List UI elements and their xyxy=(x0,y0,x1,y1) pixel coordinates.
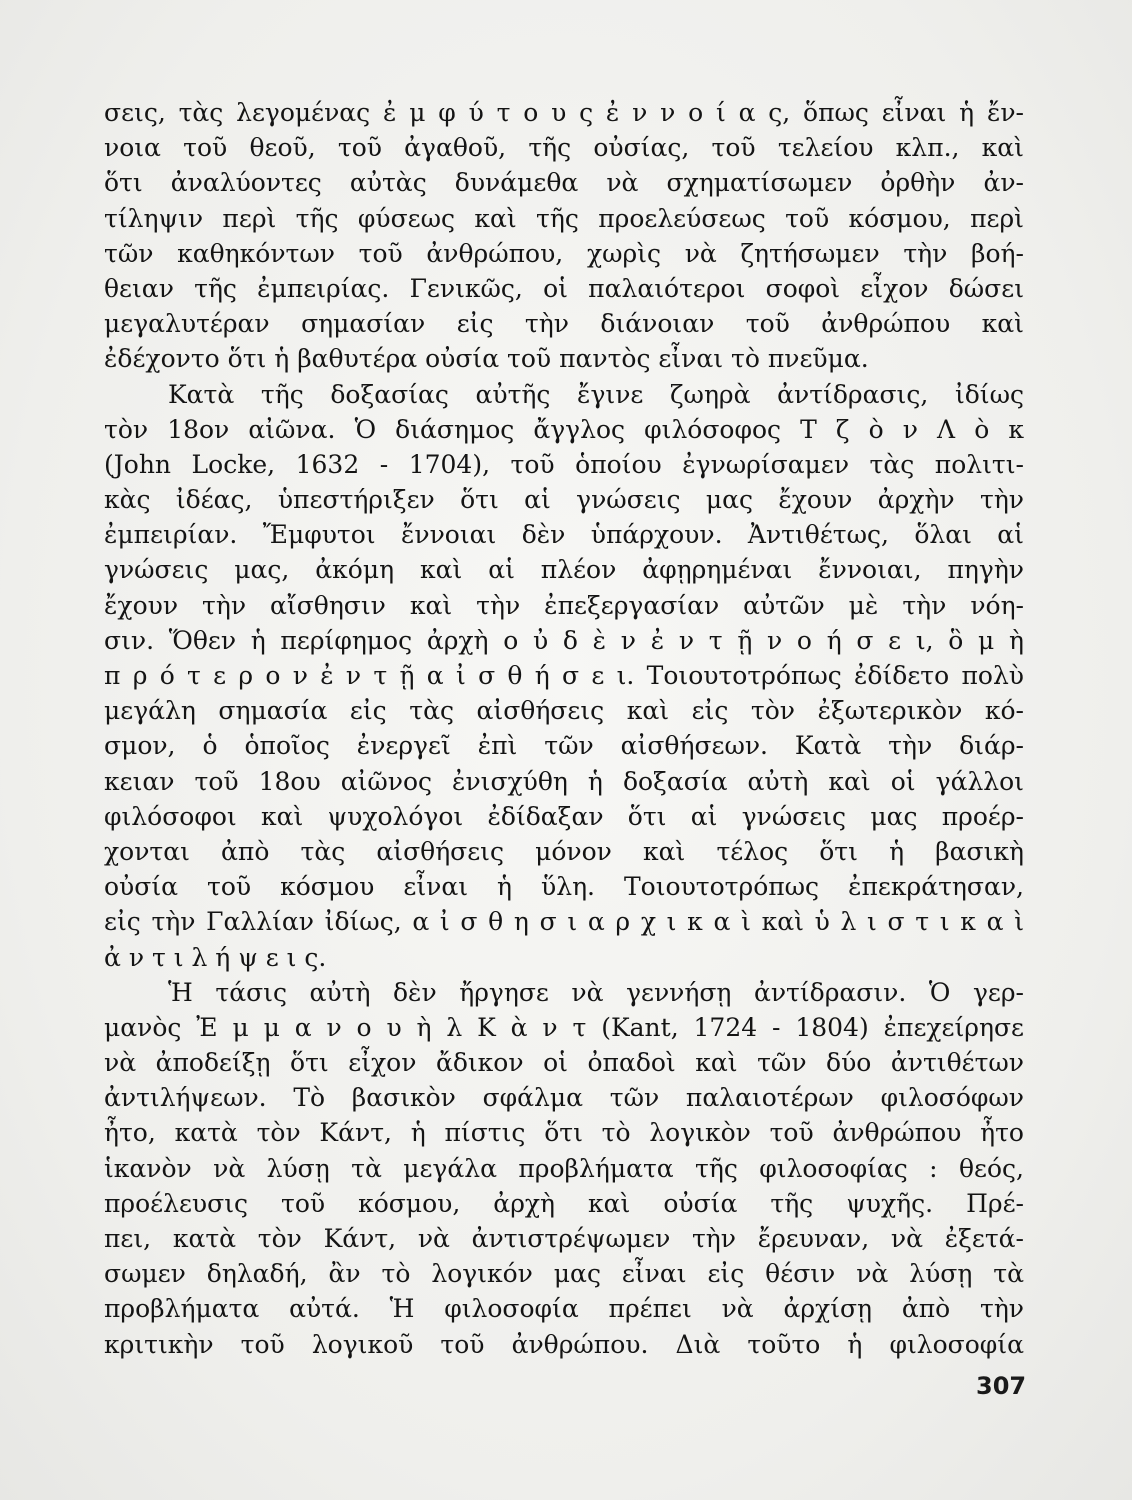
text-line: προέλευσις τοῦ κόσμου, ἀρχὴ καὶ οὐσία τῆς ψυχῆς. Πρέ- xyxy=(104,1188,1024,1218)
text-line: πει, κατὰ τὸν Κάντ, νὰ ἀντιστρέψωμεν τὴν ἔρευναν, νὰ ἐξετά- xyxy=(104,1224,1024,1253)
text-line: σωμεν δηλαδή, ἂν τὸ λογικόν μας εἶναι εἰς θέσιν νὰ λύσῃ τὰ xyxy=(104,1259,1024,1289)
text-line: φιλόσοφοι καὶ ψυχολόγοι ἐδίδαξαν ὅτι αἱ γνώσεις μας προέρ- xyxy=(104,801,1024,831)
paragraph-start-line: Ἡ τάσις αὐτὴ δὲν ἤργησε νὰ γεννήσῃ ἀντίδρασιν. Ὁ γερ- xyxy=(168,977,1024,1007)
text-line: τίληψιν περὶ τῆς φύσεως καὶ τῆς προελεύσεως τοῦ κόσμου, περὶ xyxy=(104,203,1024,233)
text-line: εἰς τὴν Γαλλίαν ἰδίως, α ἰ σ θ η σ ι α ρ χ ι κ α ὶ καὶ ὑ λ ι σ τ ι κ α ὶ xyxy=(104,907,1024,937)
text-line: γνώσεις μας, ἀκόμη καὶ αἱ πλέον ἀφῃρημέναι ἔννοιαι, πηγὴν xyxy=(104,555,1024,585)
text-line: ἐδέχοντο ὅτι ἡ βαθυτέρα οὐσία τοῦ παντὸς εἶναι τὸ πνεῦμα. xyxy=(104,344,869,374)
text-line: χονται ἀπὸ τὰς αἰσθήσεις μόνον καὶ τέλος ὅτι ἡ βασικὴ xyxy=(104,836,1024,866)
text-line: μεγάλη σημασία εἰς τὰς αἰσθήσεις καὶ εἰς τὸν ἐξωτερικὸν κό- xyxy=(104,696,1024,726)
text-line: ὅτι ἀναλύοντες αὐτὰς δυνάμεθα νὰ σχηματίσωμεν ὀρθὴν ἀν- xyxy=(104,168,1024,198)
text-line: ἀντιλήψεων. Τὸ βασικὸν σφάλμα τῶν παλαιοτέρων φιλοσόφων xyxy=(104,1083,1024,1113)
text-line: μεγαλυτέραν σημασίαν εἰς τὴν διάνοιαν τοῦ ἀνθρώπου καὶ xyxy=(104,309,1024,339)
text-line: θειαν τῆς ἐμπειρίας. Γενικῶς, οἱ παλαιότεροι σοφοὶ εἶχον δώσει xyxy=(104,273,1024,303)
text-line: π ρ ό τ ε ρ ο ν ἐ ν τ ῇ α ἰ σ θ ή σ ε ι. Τοιουτοτρόπως ἐδίδετο πολὺ xyxy=(104,661,1024,690)
text-line: νοια τοῦ θεοῦ, τοῦ ἀγαθοῦ, τῆς οὐσίας, τοῦ τελείου κλπ., καὶ xyxy=(104,133,1024,163)
text-line: σεις, τὰς λεγομένας ἐ μ φ ύ τ ο υ ς ἐ ν ν ο ί α ς, ὅπως εἶναι ἡ ἔν- xyxy=(104,98,1024,127)
text-line: σιν. Ὅθεν ἡ περίφημος ἀρχὴ ο ὐ δ ὲ ν ἐ ν τ ῇ ν ο ή σ ε ι, ὃ μ ὴ xyxy=(104,625,1024,655)
text-line: σμον, ὁ ὁποῖος ἐνεργεῖ ἐπὶ τῶν αἰσθήσεων. Κατὰ τὴν διάρ- xyxy=(104,731,1024,761)
text-line: ἱκανὸν νὰ λύσῃ τὰ μεγάλα προβλήματα τῆς φιλοσοφίας : θεός, xyxy=(104,1153,1024,1183)
text-line: προβλήματα αὐτά. Ἡ φιλοσοφία πρέπει νὰ ἀρχίσῃ ἀπὸ τὴν xyxy=(104,1294,1024,1324)
text-line: κριτικὴν τοῦ λογικοῦ τοῦ ἀνθρώπου. Διὰ τοῦτο ἡ φιλοσοφία xyxy=(104,1329,1024,1359)
text-line: (John Locke, 1632 - 1704), τοῦ ὁποίου ἐγνωρίσαμεν τὰς πολιτι- xyxy=(104,449,1024,479)
text-line: οὐσία τοῦ κόσμου εἶναι ἡ ὕλη. Τοιουτοτρόπως ἐπεκράτησαν, xyxy=(104,872,1024,902)
text-line: ἔχουν τὴν αἴσθησιν καὶ τὴν ἐπεξεργασίαν αὐτῶν μὲ τὴν νόη- xyxy=(104,590,1024,620)
page-number: 307 xyxy=(976,1372,1027,1400)
text-line: ἐμπειρίαν. Ἔμφυτοι ἔννοιαι δὲν ὑπάρχουν. Ἀντιθέτως, ὅλαι αἱ xyxy=(104,520,1024,550)
text-line: νὰ ἀποδείξῃ ὅτι εἶχον ἄδικον οἱ ὀπαδοὶ καὶ τῶν δύο ἀντιθέτων xyxy=(104,1048,1024,1078)
text-line: μανὸς Ἐ μ μ α ν ο υ ὴ λ Κ ὰ ν τ (Kant, 1724 - 1804) ἐπεχείρησε xyxy=(104,1012,1024,1042)
text-line: κειαν τοῦ 18ου αἰῶνος ἐνισχύθη ἡ δοξασία αὐτὴ καὶ οἱ γάλλοι xyxy=(104,766,1024,796)
text-line: τῶν καθηκόντων τοῦ ἀνθρώπου, χωρὶς νὰ ζητήσωμεν τὴν βοή- xyxy=(104,238,1024,268)
text-line: ἀ ν τ ι λ ή ψ ε ι ς. xyxy=(104,942,327,972)
text-line: κὰς ἰδέας, ὑπεστήριξεν ὅτι αἱ γνώσεις μας ἔχουν ἀρχὴν τὴν xyxy=(104,485,1024,515)
text-line: ἦτο, κατὰ τὸν Κάντ, ἡ πίστις ὅτι τὸ λογικὸν τοῦ ἀνθρώπου ἦτο xyxy=(104,1118,1024,1148)
body-text xyxy=(104,95,1024,1362)
text-line: τὸν 18ον αἰῶνα. Ὁ διάσημος ἄγγλος φιλόσοφος Τ ζ ὸ ν Λ ὸ κ xyxy=(104,414,1024,444)
paragraph-start-line: Κατὰ τῆς δοξασίας αὐτῆς ἔγινε ζωηρὰ ἀντίδρασις, ἰδίως xyxy=(168,379,1024,409)
